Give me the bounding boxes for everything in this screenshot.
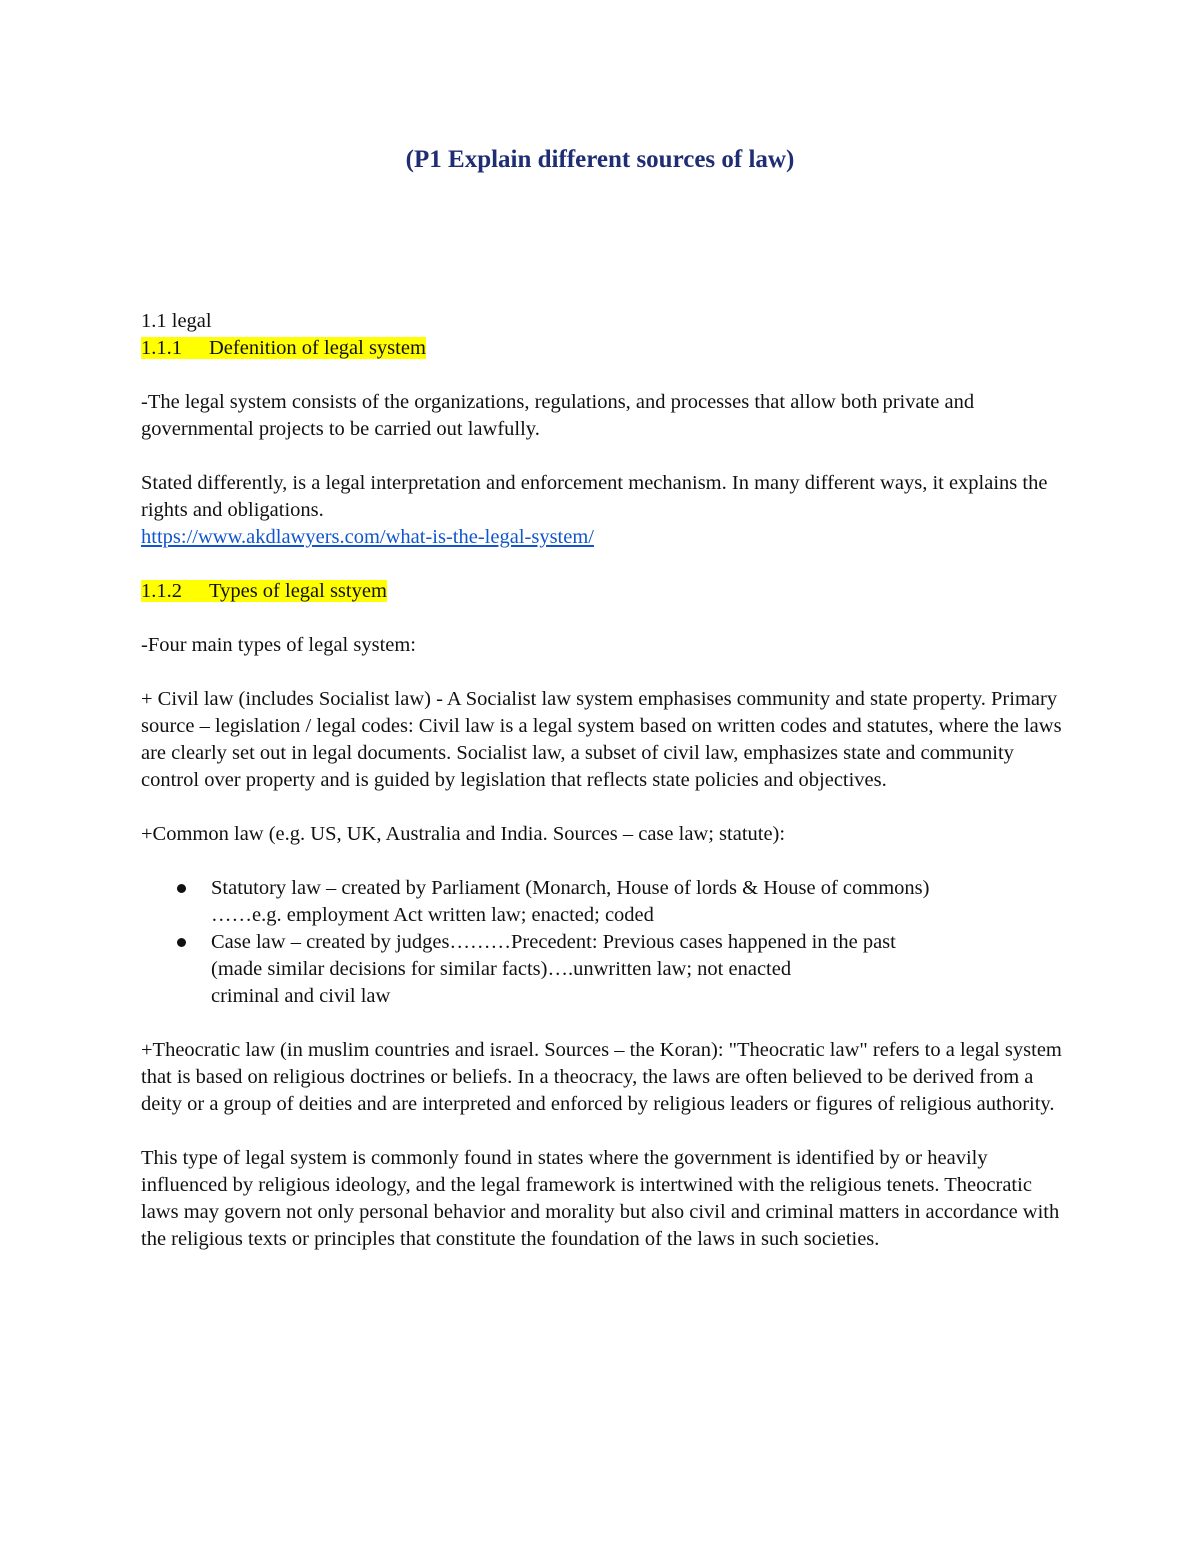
list-item-line: criminal and civil law: [211, 985, 391, 1007]
document-body: [141, 308, 1071, 1253]
paragraph-stated-differently: Stated differently, is a legal interpretation and enforcement mechanism. In many different ways, it explains the rights and obligations.: [141, 472, 1048, 521]
reference-link[interactable]: https://www.akdlawyers.com/what-is-the-legal-system/: [141, 526, 594, 548]
highlighted-heading: [141, 580, 387, 602]
document-title: (P1 Explain different sources of law): [405, 146, 795, 173]
list-item-line: (made similar decisions for similar facts)….unwritten law; not enacted: [211, 958, 792, 980]
paragraph-definition: -The legal system consists of the organizations, regulations, and processes that allow both private and governmental projects to be carried out lawfully.: [141, 391, 975, 440]
bullet-icon: [177, 938, 186, 947]
subsection-heading-types: [141, 578, 1071, 605]
subsection-title: Types of legal sstyem: [209, 580, 387, 602]
list-item-line: Statutory law – created by Parliament (Monarch, House of lords & House of commons): [211, 877, 930, 899]
subsection-heading-definition: [141, 335, 1071, 362]
paragraph-theocratic-law: +Theocratic law (in muslim countries and israel. Sources – the Koran): "Theocratic law" refers to a legal system that is based on religious doctrines or beliefs. In a theocracy, the laws are often believed to be derived from a deity or a group of deities and are interpreted and enforced by religious leaders or figures of religious authority.: [141, 1039, 1062, 1115]
subsection-number: 1.1.1: [141, 337, 182, 359]
section-heading: 1.1 legal: [141, 310, 212, 332]
paragraph-civil-law: + Civil law (includes Socialist law) - A Socialist law system emphasises community and state property. Primary source – legislation / legal codes: Civil law is a legal system based on written codes and statutes, where the laws are clearly set out in legal documents. Socialist law, a subset of civil law, emphasizes state and community control over property and is guided by legislation that reflects state policies and objectives.: [141, 688, 1062, 791]
list-item: [141, 929, 1071, 1010]
list-item-line: ……e.g. employment Act written law; enacted; coded: [211, 904, 654, 926]
paragraph-theocratic-detail: This type of legal system is commonly found in states where the government is identified by or heavily influenced by religious ideology, and the legal framework is intertwined with the religious tenets. Theocratic laws may govern not only personal behavior and morality but also civil and criminal matters in accordance with the religious texts or principles that constitute the foundation of the laws in such societies.: [141, 1147, 1060, 1250]
highlighted-heading: [141, 337, 426, 359]
bullet-icon: [177, 884, 186, 893]
list-item: [141, 875, 1071, 929]
paragraph-four-types: -Four main types of legal system:: [141, 634, 416, 656]
common-law-bullet-list: [141, 875, 1071, 1010]
list-item-line: Case law – created by judges………Precedent: Previous cases happened in the past: [211, 931, 896, 953]
subsection-title: Defenition of legal system: [209, 337, 426, 359]
paragraph-common-law: +Common law (e.g. US, UK, Australia and India. Sources – case law; statute):: [141, 823, 786, 845]
subsection-number: 1.1.2: [141, 580, 182, 602]
reference-link-row: [141, 524, 1071, 551]
